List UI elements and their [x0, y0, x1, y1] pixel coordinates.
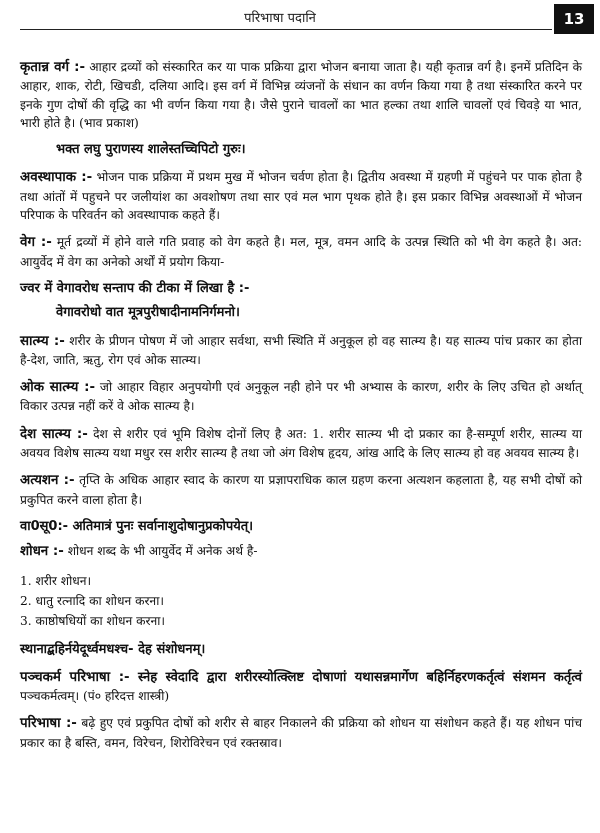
shloka-sthanad: स्थानाद्बहिर्नयेदूर्ध्वमधश्च- देह संशोधनम्।: [20, 641, 206, 657]
list-item: 1. शरीर शोधन।: [20, 573, 92, 588]
term-atyashan: अत्यशन :-: [20, 473, 75, 489]
page-body: [20, 58, 582, 761]
shloka-vegavarodh: वेगावरोधो वात मूत्रपुरीषादीनामनिर्गमनो।: [56, 305, 240, 321]
definition-text: बढ़े हुए एवं प्रकुपित दोषों को शरीर से बाहर निकालने की प्रक्रिया को शोधन या संशोधन कहते हैं। यह शोधन पांच प्रकार का है बस्ति, वमन, विरेचन, शिरोविरेचन एवं रक्तस्राव।: [20, 716, 582, 750]
term-shodhan: शोधन :-: [20, 544, 64, 560]
definition-text: जो आहार विहार अनुपयोगी एवं अनुकूल नही होने पर भी अभ्यास के कारण, शरीर के लिए उचित हो अर्थात् विकार उत्पन्न नहीं करें वे ओक सात्म्य है।: [20, 380, 583, 414]
definition-text: आहार द्रव्यों को संस्कारित कर या पाक प्रक्रिया द्वारा भोजन बनाया जाता है। यही कृतान्न वर्ग है। इनमें प्रतिदिन के आहार, शाक, रोटी, खिचडी, दलिया आदि। इस वर्ग में विभिन्न व्यंजनों के संधान का वर्णन किया गया है तथा संस्कारित करने पर इनके गुण दोषों की वृद्धि का भी वर्णन किया गया है। जैसे पुराने चावलों का भात हल्का तथा शालि चावलों एवं चिवड़े या भात, भारी होते है। (भाव प्रकाश): [20, 60, 582, 130]
paragraph-avasthapaak: [20, 168, 582, 224]
page-header: [0, 0, 600, 50]
heading-jwar: ज्वर में वेगावरोध सन्ताप की टीका में लिखा है :-: [20, 280, 250, 296]
paragraph-ok-satmya: [20, 378, 582, 416]
definition-text: शरीर के प्रीणन पोषण में जो आहार सर्वथा, सभी स्थिति में अनुकूल हो वह सात्म्य है। यह सात्म्य पांच प्रकार का होता है-देश, जाति, ऋतु, रोग एवं ओक सात्म्य।: [20, 333, 582, 367]
definition-text: भोजन पाक प्रक्रिया में प्रथम मुख में भोजन चर्वण होता है। द्वितीय अवस्था में ग्रहणी में पहुंचने पर पाक होता है तथा आंतों में पहुचने पर जलीयांश का अवशोषण तथा सार एवं मल भाग पृथक होते है। इस प्रकार विभिन्न अवस्थाओं में भोजन परिपाक के परिवर्तन को अवस्थापाक कहते हैं।: [20, 170, 582, 223]
term-kritann-varg: कृतान्न वर्ग :-: [20, 60, 86, 75]
paragraph-kritann-varg: [20, 58, 582, 132]
page-number: 13: [554, 4, 594, 34]
term-avasthapaak: अवस्थापाक :-: [20, 170, 93, 186]
term-panchakarma: पञ्चकर्म परिभाषा :-: [20, 669, 130, 685]
paragraph-satmya: [20, 332, 582, 370]
term-ok-satmya: ओक सात्म्य :-: [20, 380, 95, 396]
shodhan-list: [20, 571, 582, 631]
definition-text: पञ्चकर्मत्वम्। (पं० हरिदत्त शास्त्री): [20, 689, 170, 704]
paragraph-atyashan: [20, 471, 582, 509]
shloka-bhakt: भक्त लघु पुराणस्य शालेस्तच्चिपिटो गुरुः।: [56, 142, 246, 158]
paragraph-veg: [20, 233, 582, 271]
paragraph-shodhan: [20, 542, 582, 561]
term-desh-satmya: देश सात्म्य :-: [20, 426, 88, 442]
paragraph-desh-satmya: [20, 425, 582, 463]
panchakarma-sanskrit: स्नेह स्वेदादि द्वारा शरीरस्योत्क्लिष्ट दोषाणां यथासन्नमार्गेण बहिर्निहरणकर्तृत्वं संशमन कर्तृत्वं: [129, 669, 582, 685]
definition-text: देश से शरीर एवं भूमि विशेष दोनों लिए है अत: 1. शरीर सात्म्य भी दो प्रकार का है-सम्पूर्ण शरीर, सात्म्य या अवयव विशेष सात्म्य यथा मधुर रस शरीर सात्म्य है तथा जो अंग विशेष हृदय, आंख आदि के लिए सात्म्य हो वह अवयव सात्म्य है।: [20, 426, 582, 461]
list-item: 3. काष्ठोषधियों का शोधन करना।: [20, 613, 166, 628]
definition-text: शोधन शब्द के भी आयुर्वेद में अनेक अर्थ है-: [63, 544, 258, 559]
running-title: परिभाषा पदानि: [244, 11, 316, 26]
paragraph-paribhasha: [20, 714, 582, 752]
term-veg: वेग :-: [20, 235, 52, 251]
paragraph-panchakarma: [20, 668, 582, 706]
list-item: 2. धातु रत्नादि का शोधन करना।: [20, 593, 164, 608]
term-satmya: सात्म्य :-: [20, 333, 65, 349]
definition-text: मूर्त द्रव्यों में होने वाले गति प्रवाह को वेग कहते है। मल, मूत्र, वमन आदि के उत्पन्न स्थिति को भी वेग कहते है। अत: आयुर्वेद में वेग का अनेको अर्थों में प्रयोग किया-: [20, 235, 582, 269]
definition-text: तृप्ति के अधिक आहार स्वाद के कारण या प्रज्ञापराधिक काल ग्रहण करना अत्यशन कहलाता है, यह सभी दोषों को प्रकुपित करने वाला होता है।: [20, 473, 582, 507]
term-paribhasha: परिभाषा :-: [20, 716, 77, 732]
header-rule: [20, 29, 552, 30]
quote-vagbhat: वा0सू0:- अतिमात्रं पुनः सर्वानाशुदोषानुप्रकोपयेत्।: [20, 518, 254, 534]
